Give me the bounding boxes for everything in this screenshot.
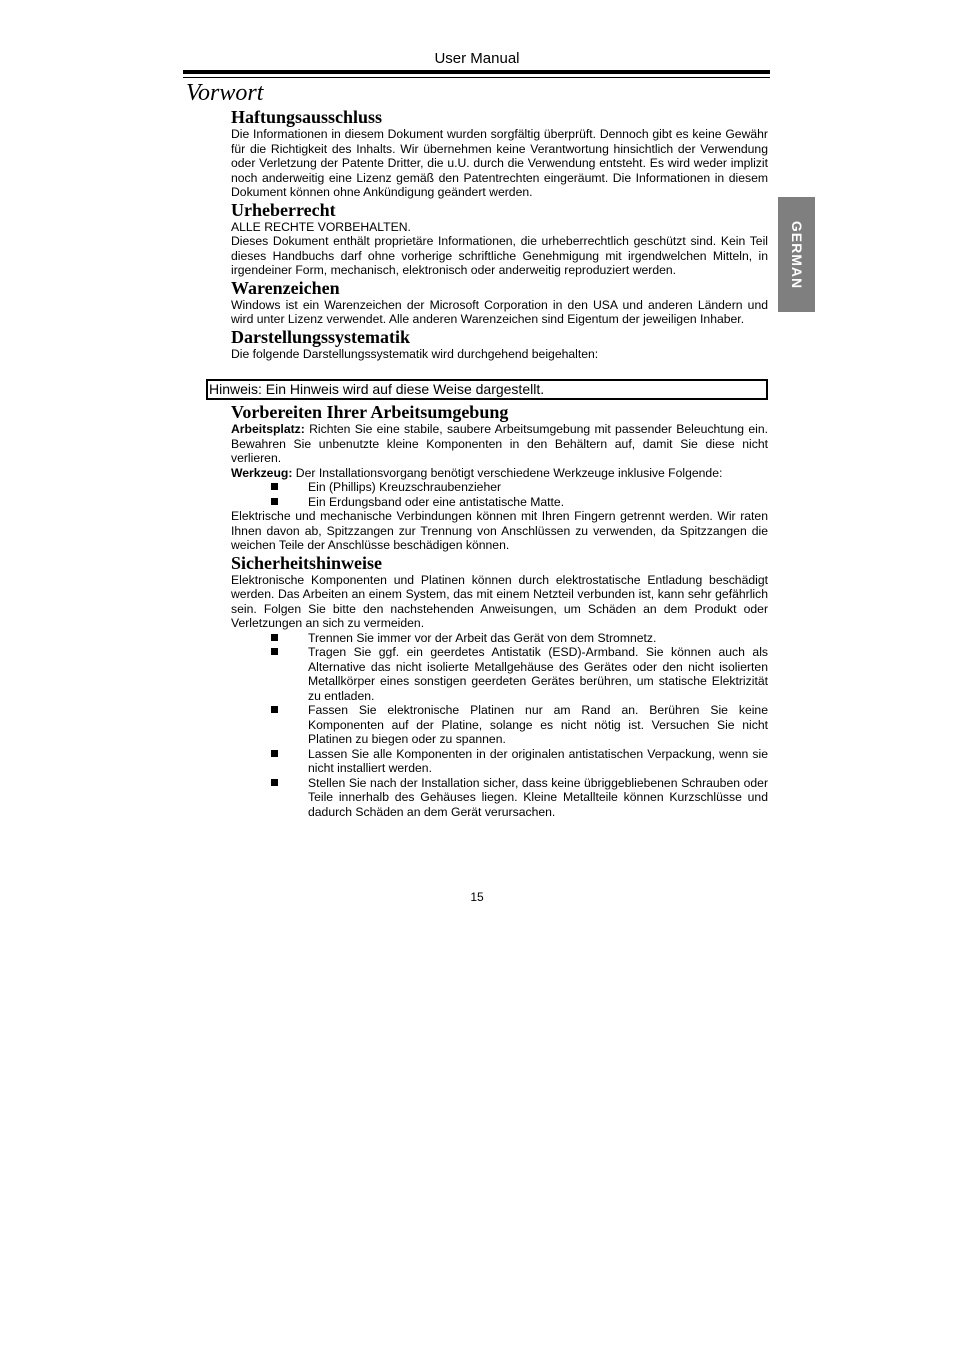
- tools-text: Der Installationsvorgang benötigt verschiedene Werkzeuge inklusive Folgende:: [292, 465, 723, 480]
- section-heading-disclaimer: Haftungsausschluss: [231, 107, 383, 127]
- square-bullet-icon: [271, 498, 278, 505]
- list-item: [231, 776, 768, 820]
- square-bullet-icon: [271, 648, 278, 655]
- workplace-paragraph: [231, 422, 768, 466]
- workplace-label: Arbeitsplatz:: [231, 422, 305, 436]
- list-item-text: Lassen Sie alle Komponenten in der originalen antistatischen Verpackung, wenn sie nicht installiert werden.: [308, 746, 768, 775]
- page-content: [209, 107, 768, 819]
- page-number: 15: [470, 890, 484, 904]
- list-item-text: Stellen Sie nach der Installation sicher, dass keine übriggebliebenen Schrauben oder Teile innerhalb des Gehäuses liegen. Kleine Metallteile können Kurzschlüsse und dadurch Schäden an dem Gerät verursachen.: [308, 775, 768, 819]
- tools-paragraph: [231, 466, 768, 481]
- square-bullet-icon: [271, 483, 278, 490]
- list-item: [231, 480, 768, 495]
- section-heading-safety: Sicherheitshinweise: [231, 552, 382, 573]
- safety-list: [231, 631, 768, 820]
- list-item-text: Trennen Sie immer vor der Arbeit das Gerät von dem Stromnetz.: [308, 630, 657, 645]
- square-bullet-icon: [271, 634, 278, 641]
- section-heading-copyright: Urheberrecht: [231, 199, 336, 220]
- header-rule-thin: [183, 77, 770, 78]
- list-item-text: Ein (Phillips) Kreuzschraubenzieher: [308, 480, 502, 494]
- language-side-tab: [778, 197, 815, 312]
- tools-label: Werkzeug:: [231, 465, 293, 480]
- section-heading-work-environment: Vorbereiten Ihrer Arbeitsumgebung: [231, 402, 509, 422]
- section-text-disclaimer: Die Informationen in diesem Dokument wurden sorgfältig überprüft. Dennoch gibt es keine Gewähr für die Richtigkeit des Inhalts. Wir übernehmen keine Verantwortung hinsichtlich der Verwendung oder Verletzung der Patente Dritter, die u.U. durch die Verwendung entsteht. Es wird weder implizit noch anderweitig eine Lizenz gemäß den Patentrechten eingeräumt. Die Informationen in diesem Dokument können ohne Ankündigung geändert werden.: [231, 127, 768, 199]
- square-bullet-icon: [271, 750, 278, 757]
- section-text-copyright: Dieses Dokument enthält proprietäre Informationen, die urheberrechtlich geschützt sind. Kein Teil dieses Handbuchs darf ohne vorherige schriftliche Genehmigung mit irgendwelchen Mitteln, in irgendeiner Form, mechanisch, elektronisch oder anderweitig reproduziert werden.: [231, 234, 768, 277]
- list-item-text: Fassen Sie elektronische Platinen nur am Rand an. Berühren Sie keine Komponenten auf der Platine, solange es nicht nötig ist. Versuchen Sie nicht Platinen zu biegen oder zu spannen.: [308, 703, 768, 746]
- list-item-text: Ein Erdungsband oder eine antistatische Matte.: [308, 494, 565, 509]
- language-side-tab-label: GERMAN: [788, 220, 805, 289]
- note-box: Hinweis: Ein Hinweis wird auf diese Weise dargestellt.: [206, 379, 768, 400]
- section-text-safety: Elektronische Komponenten und Platinen können durch elektrostatische Entladung beschädigt werden. Das Arbeiten an einem System, das mit einem Netzteil verbunden ist, kann sehr gefährlich sein. Folgen Sie bitte den nachstehenden Anweisungen, um Schäden an dem Produkt oder Verletzungen an sich zu vermeiden.: [231, 572, 768, 630]
- section-text-trademarks: Windows ist ein Warenzeichen der Microsoft Corporation in den USA und anderen Ländern und wird unter Lizenz verwendet. Alle anderen Warenzeichen sind Eigentum der jeweiligen Inhaber.: [231, 297, 768, 326]
- section-text-conventions: Die folgende Darstellungssystematik wird durchgehend beigehalten:: [231, 346, 599, 361]
- list-item: [231, 495, 768, 510]
- copyright-rights-reserved: ALLE RECHTE VORBEHALTEN.: [231, 219, 411, 234]
- list-item: [231, 703, 768, 747]
- work-environment-closing-text: Elektrische und mechanische Verbindungen können mit Ihren Fingern getrennt werden. Wir raten Ihnen davon ab, Spitzzangen zur Trennung von Anschlüssen zu verwenden, da Spitzzangen die weichen Teile der Anschlüsse beschädigen können.: [231, 509, 768, 552]
- section-heading-conventions: Darstellungssystematik: [231, 326, 410, 347]
- workplace-text: Richten Sie eine stabile, saubere Arbeitsumgebung mit passender Beleuchtung ein. Bewahren Sie unbenutzte kleine Komponenten in den Behältern auf, damit Sie diese nicht verlieren.: [231, 422, 768, 465]
- tools-list: [231, 480, 768, 509]
- chapter-title: Vorwort: [186, 80, 264, 106]
- spacer: [231, 361, 768, 371]
- list-item: [231, 645, 768, 703]
- page-header-title: User Manual: [434, 50, 520, 67]
- list-item-text: Tragen Sie ggf. ein geerdetes Antistatik (ESD)-Armband. Sie können auch als Alternative das nicht isolierte Metallgehäuse des Gerätes oder den nicht isolierten Metallkörper eines sonstigen geerdeten Gerätes berühren, um statische Elektrizität zu entladen.: [308, 645, 768, 703]
- section-heading-trademarks: Warenzeichen: [231, 277, 340, 298]
- header-rule-thick: [183, 70, 770, 74]
- list-item: [231, 747, 768, 776]
- square-bullet-icon: [271, 779, 278, 786]
- square-bullet-icon: [271, 706, 278, 713]
- list-item: [231, 631, 768, 646]
